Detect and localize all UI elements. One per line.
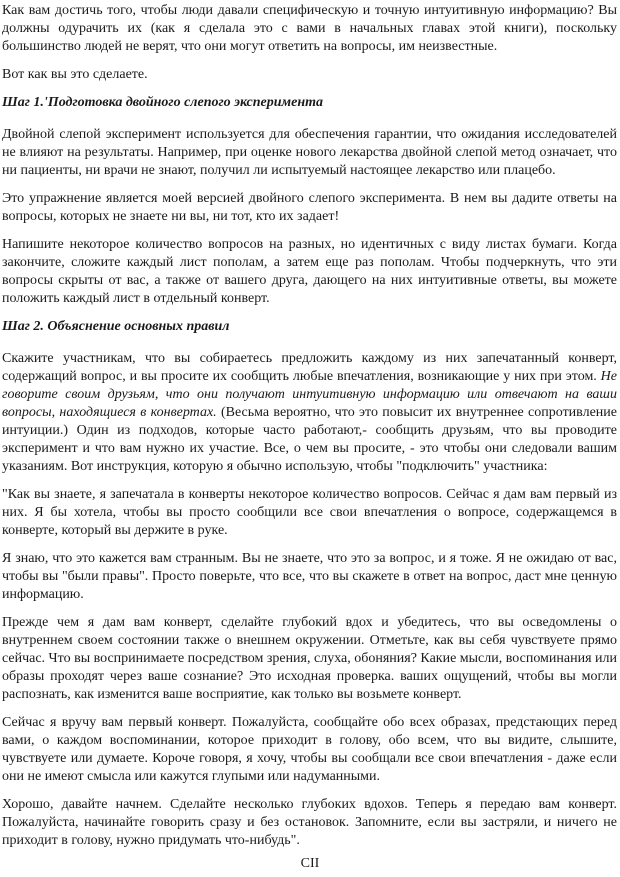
text-segment: Скажите участникам, что вы собираетесь предложить каждому из них запечатанный конверт, содержащий вопрос, и вы просите их сообщить любые впечатления, возникающие у них при этом.: [2, 351, 617, 384]
text-segment: Я знаю, что это кажется вам странным. Вы не знаете, что это за вопрос, и я тоже. Я не ожидаю от вас, чтобы вы "были правы". Просто поверьте, что все, что вы скажете в ответ на вопрос, даст мне ценную информацию.: [2, 551, 617, 602]
text-segment: Напишите некоторое количество вопросов на разных, но идентичных с виду листах бумаги. Когда закончите, сложите каждый лист пополам, а затем еще раз пополам. Чтобы подчеркнуть, что эти вопросы скрыты от вас, а также от вашего друга, дающего на них интуитивные ответы, вы можете положить каждый лист в отдельный конверт.: [2, 237, 617, 306]
text-segment: Хорошо, давайте начнем. Сделайте несколько глубоких вдохов. Теперь я передаю вам конверт. Пожалуйста, начинайте говорить сразу и без остановок. Запомните, если вы застряли, и ничего не приходит в голову, нужно придумать что-нибудь".: [2, 797, 617, 848]
text-segment: Шаг 2. Объяснение основных правил: [2, 319, 230, 334]
paragraph: [2, 190, 617, 226]
paragraph: [2, 796, 617, 850]
text-segment: (Весьма вероятно, что это повысит их внутреннее сопротивление интуиции.) Один из подходов, которые часто работают,- сообщить друзьям, что вы проводите эксперимент и что вам нужно их участие. Все, о чем вы просите, - это чтобы они следовали вашим указаниям. Вот инструкция, которую я обычно использую, чтобы "подключить" участника:: [2, 405, 617, 474]
paragraph: [2, 350, 617, 476]
paragraph: [2, 66, 617, 84]
text-segment: "Как вы знаете, я запечатала в конверты некоторое количество вопросов. Сейчас я дам вам первый из них. Я бы хотела, чтобы вы просто сообщили все свои впечатления о вопросе, содержащемся в конверте, который вы держите в руке.: [2, 487, 617, 538]
paragraph: [2, 126, 617, 180]
page-number: CII: [300, 856, 320, 871]
paragraph: [2, 2, 617, 56]
text-segment: Это упражнение является моей версией двойного слепого эксперимента. В нем вы дадите ответы на вопросы, которых не знаете ни вы, ни тот, кто их задает!: [2, 191, 617, 224]
text-segment: Вот как вы это сделаете.: [2, 67, 148, 82]
text-segment: Как вам достичь того, чтобы люди давали специфическую и точную интуитивную информацию? Вы должны одурачить их (как я сделала это с вами в начальных главах этой книги), поскольку большинство людей не верят, что они могут ответить на вопросы, им неизвестные.: [2, 3, 617, 54]
section-heading: [2, 318, 617, 336]
paragraph: [2, 714, 617, 786]
text-segment: Сейчас я вручу вам первый конверт. Пожалуйста, сообщайте обо всех образах, предстающих перед вами, о каждом воспоминании, которое приходит в голову, обо всем, что вы видите, слышите, чувствуете или думаете. Короче говоря, я хочу, чтобы вы сообщали все свои впечатления - даже если они не имеют смысла или кажутся глупыми или надуманными.: [2, 715, 617, 784]
text-segment: Не говорите своим друзьям, что они получают интуитивную информацию или отвечают на ваши вопросы, находящиеся в конвертах.: [2, 369, 617, 420]
paragraph: [2, 236, 617, 308]
document-content: [2, 2, 617, 850]
paragraph: [2, 550, 617, 604]
text-segment: Шаг 1.'Подготовка двойного слепого эксперимента: [2, 95, 323, 110]
text-segment: Прежде чем я дам вам конверт, сделайте глубокий вдох и убедитесь, что вы осведомлены о внутреннем своем состоянии также о внешнем окружении. Отметьте, как вы себя чувствуете прямо сейчас. Что вы воспринимаете посредством зрения, слуха, обоняния? Какие мысли, воспоминания или образы проходят через ваше сознание? Это исходная проверка. ваших ощущений, чтобы вы могли распознать, как изменится ваше восприятие, как только вы возьмете конверт.: [2, 615, 618, 702]
paragraph: [2, 486, 617, 540]
section-heading: [2, 94, 617, 112]
text-segment: Двойной слепой эксперимент используется для обеспечения гарантии, что ожидания исследователей не влияют на результаты. Например, при оценке нового лекарства двойной слепой метод означает, что ни пациенты, ни врачи не знают, получил ли испытуемый настоящее лекарство или плацебо.: [2, 127, 617, 178]
paragraph: [2, 614, 617, 704]
